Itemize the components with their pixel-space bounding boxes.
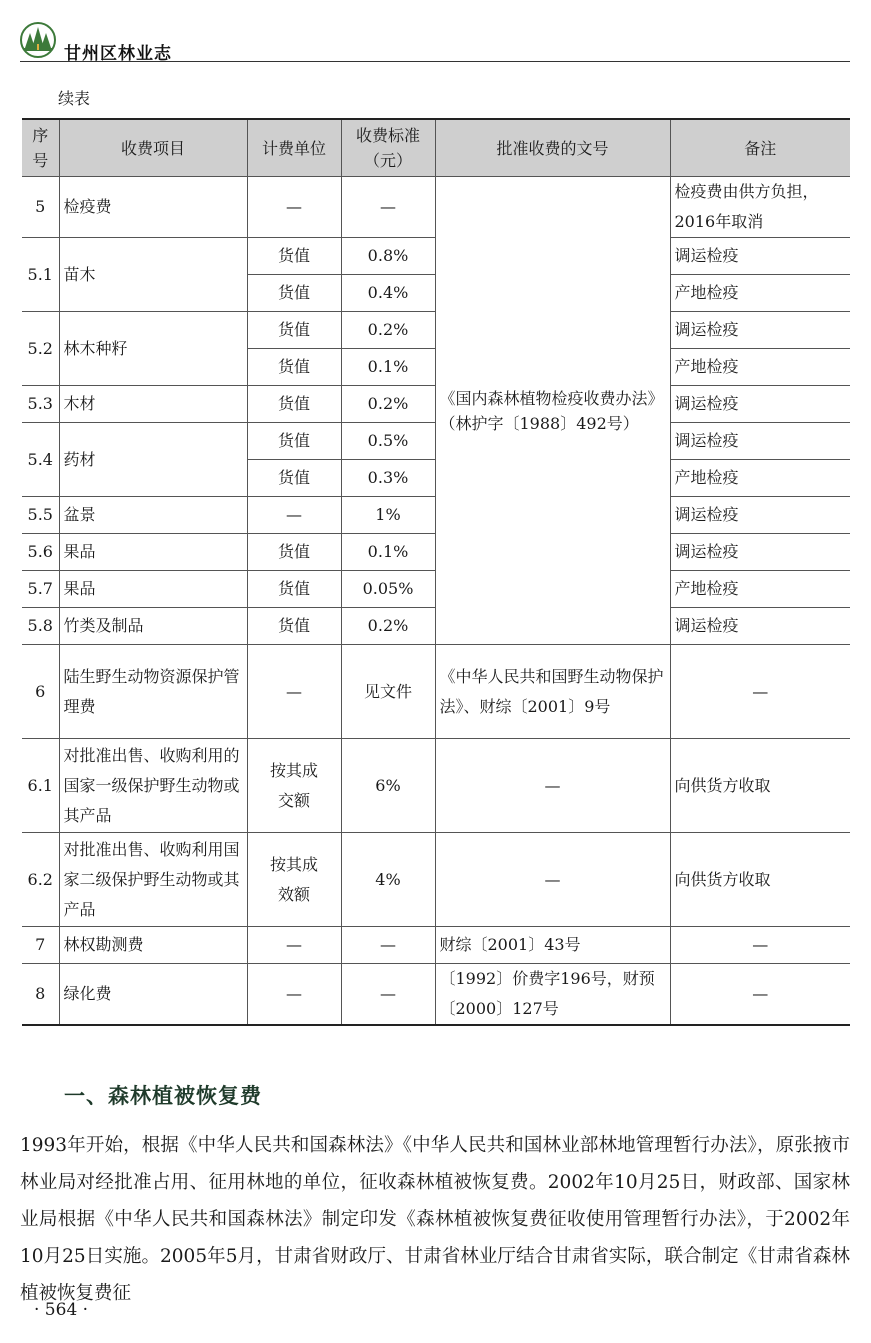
cell-no: 5.7 (22, 571, 59, 608)
cell-unit: — (247, 177, 341, 238)
cell-remark: 向供货方收取 (670, 739, 850, 833)
cell-standard: 见文件 (341, 645, 435, 739)
page-number: · 564 · (34, 1300, 89, 1320)
cell-standard: 0.05% (341, 571, 435, 608)
cell-document: 〔1992〕价费字196号，财预〔2000〕127号 (435, 964, 670, 1026)
cell-no: 5.3 (22, 386, 59, 423)
cell-unit: 货值 (247, 460, 341, 497)
cell-document-quarantine: 《国内森林植物检疫收费办法》（林护字〔1988〕492号） (435, 177, 670, 645)
cell-item: 果品 (59, 571, 247, 608)
cell-standard: 0.3% (341, 460, 435, 497)
cell-unit: — (247, 497, 341, 534)
cell-remark: 调运检疫 (670, 238, 850, 275)
cell-remark: 产地检疫 (670, 349, 850, 386)
cell-document: 财综〔2001〕43号 (435, 927, 670, 964)
cell-standard: 0.2% (341, 312, 435, 349)
section-heading: 一、森林植被恢复费 (64, 1084, 262, 1108)
page-header (20, 20, 850, 62)
cell-remark: 调运检疫 (670, 423, 850, 460)
cell-remark: — (670, 964, 850, 1026)
fee-table (22, 118, 850, 1026)
cell-no: 5.6 (22, 534, 59, 571)
cell-standard: 0.8% (341, 238, 435, 275)
cell-remark: 向供货方收取 (670, 833, 850, 927)
cell-remark: 调运检疫 (670, 497, 850, 534)
cell-item: 陆生野生动物资源保护管理费 (59, 645, 247, 739)
cell-remark: — (670, 927, 850, 964)
cell-no: 6.1 (22, 739, 59, 833)
cell-standard: 6% (341, 739, 435, 833)
cell-remark: 产地检疫 (670, 275, 850, 312)
cell-unit: — (247, 964, 341, 1026)
cell-standard: 0.2% (341, 608, 435, 645)
cell-item: 苗木 (59, 238, 247, 312)
header-remark: 备注 (670, 119, 850, 177)
cell-remark: 调运检疫 (670, 534, 850, 571)
cell-unit: — (247, 927, 341, 964)
cell-no: 5 (22, 177, 59, 238)
table-continued-label: 续表 (58, 89, 91, 108)
cell-standard: 0.1% (341, 349, 435, 386)
cell-standard: 0.1% (341, 534, 435, 571)
cell-item: 林权勘测费 (59, 927, 247, 964)
cell-unit: 货值 (247, 312, 341, 349)
cell-item: 对批准出售、收购利用国家二级保护野生动物或其产品 (59, 833, 247, 927)
cell-item: 竹类及制品 (59, 608, 247, 645)
cell-item: 检疫费 (59, 177, 247, 238)
cell-unit: 按其成交额 (247, 739, 341, 833)
forest-logo-icon (20, 22, 56, 58)
cell-item: 药材 (59, 423, 247, 497)
cell-no: 8 (22, 964, 59, 1026)
cell-item: 木材 (59, 386, 247, 423)
cell-unit: — (247, 645, 341, 739)
cell-no: 6 (22, 645, 59, 739)
cell-no: 6.2 (22, 833, 59, 927)
cell-unit: 按其成效额 (247, 833, 341, 927)
cell-item: 果品 (59, 534, 247, 571)
header-standard: 收费标准（元） (341, 119, 435, 177)
header-rule (20, 61, 850, 62)
cell-no: 5.4 (22, 423, 59, 497)
cell-unit: 货值 (247, 238, 341, 275)
book-title: 甘州区林业志 (64, 44, 172, 64)
cell-standard: 0.2% (341, 386, 435, 423)
cell-unit: 货值 (247, 608, 341, 645)
cell-remark: 产地检疫 (670, 460, 850, 497)
body-paragraph: 1993年开始，根据《中华人民共和国森林法》《中华人民共和国林业部林地管理暂行办法》，原张掖市林业局对经批准占用、征用林地的单位，征收森林植被恢复费。2002年10月25日，财政部、国家林业局根据《中华人民共和国森林法》制定印发《森林植被恢复费征收使用管理暂行办法》，于2002年10月25日实施。2005年5月，甘肃省财政厅、甘肃省林业厅结合甘肃省实际，联合制定《甘肃省森林植被恢复费征 (20, 1135, 850, 1304)
cell-remark: 检疫费由供方负担，2016年取消 (670, 177, 850, 238)
table-row (22, 927, 850, 964)
table-header-row (22, 119, 850, 177)
cell-remark: 调运检疫 (670, 608, 850, 645)
cell-no: 5.8 (22, 608, 59, 645)
cell-unit: 货值 (247, 386, 341, 423)
cell-document: — (435, 739, 670, 833)
cell-item: 林木种籽 (59, 312, 247, 386)
header-document: 批准收费的文号 (435, 119, 670, 177)
table-row (22, 964, 850, 1026)
cell-unit: 货值 (247, 534, 341, 571)
cell-unit: 货值 (247, 349, 341, 386)
cell-item: 对批准出售、收购利用的国家一级保护野生动物或其产品 (59, 739, 247, 833)
cell-document: — (435, 833, 670, 927)
cell-item: 盆景 (59, 497, 247, 534)
cell-no: 7 (22, 927, 59, 964)
cell-standard: 0.5% (341, 423, 435, 460)
table-row (22, 739, 850, 833)
cell-standard: 0.4% (341, 275, 435, 312)
cell-standard: 1% (341, 497, 435, 534)
cell-unit: 货值 (247, 423, 341, 460)
cell-remark: — (670, 645, 850, 739)
cell-standard: — (341, 177, 435, 238)
table-row (22, 833, 850, 927)
cell-remark: 产地检疫 (670, 571, 850, 608)
header-unit: 计费单位 (247, 119, 341, 177)
cell-no: 5.1 (22, 238, 59, 312)
cell-remark: 调运检疫 (670, 386, 850, 423)
cell-remark: 调运检疫 (670, 312, 850, 349)
table-row (22, 645, 850, 739)
cell-unit: 货值 (247, 275, 341, 312)
cell-no: 5.5 (22, 497, 59, 534)
header-item: 收费项目 (59, 119, 247, 177)
cell-document: 《中华人民共和国野生动物保护法》、财综〔2001〕9号 (435, 645, 670, 739)
cell-standard: — (341, 927, 435, 964)
header-no: 序号 (22, 119, 59, 177)
cell-standard: 4% (341, 833, 435, 927)
cell-unit: 货值 (247, 571, 341, 608)
table-row (22, 177, 850, 238)
cell-no: 5.2 (22, 312, 59, 386)
cell-item: 绿化费 (59, 964, 247, 1026)
cell-standard: — (341, 964, 435, 1026)
